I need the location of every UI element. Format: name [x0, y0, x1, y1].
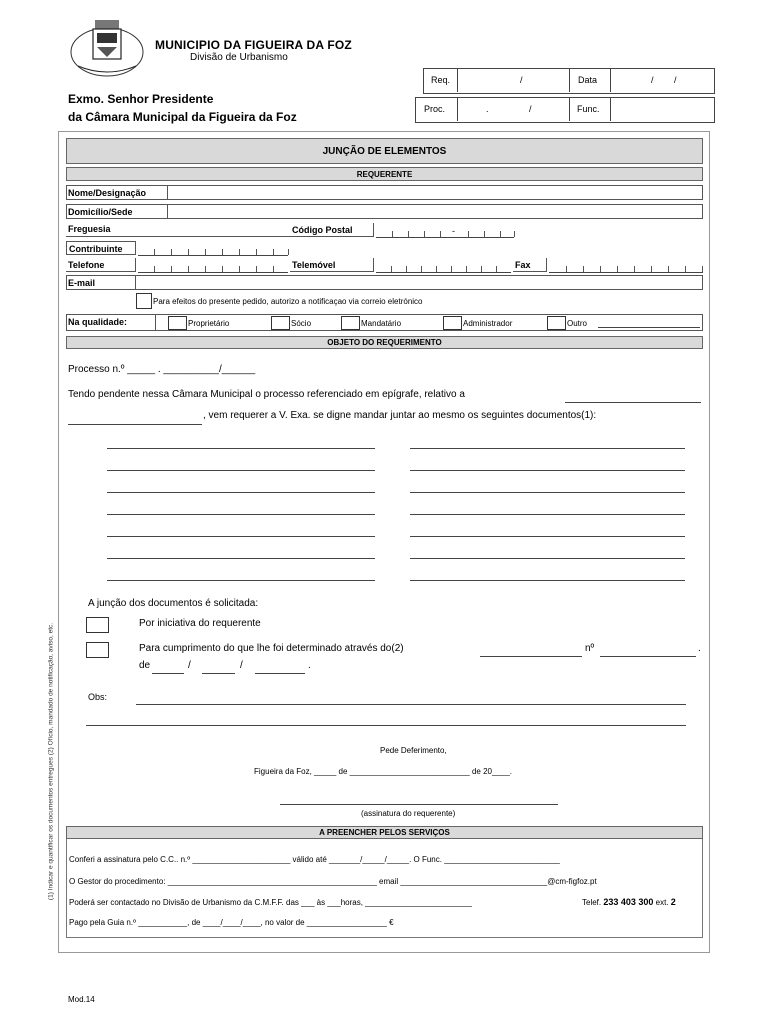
servicos-line2[interactable]: O Gestor do procedimento: _______________________________________________ email _________________________________@cm-figfoz.pt [69, 877, 597, 886]
domicilio-input[interactable] [170, 205, 702, 218]
freguesia-input[interactable] [120, 222, 288, 235]
qualidade-socio-label: Sócio [291, 319, 312, 328]
proc-func-box [415, 97, 715, 123]
signature-line[interactable] [280, 804, 558, 805]
email-input[interactable] [138, 276, 702, 289]
de-month-line[interactable] [202, 673, 235, 674]
n-label: nº [585, 643, 595, 654]
n-line[interactable] [600, 656, 696, 657]
req-label: Req. [431, 75, 451, 85]
qualidade-label: Na qualidade: [66, 315, 156, 330]
codigo-postal-label: Código Postal [290, 223, 374, 237]
ext-label: ext. [655, 898, 669, 907]
servicos-line3[interactable]: Poderá ser contactado no Divisão de Urbanismo da C.M.F.F. das ___ às ___horas, ________________________ [69, 898, 472, 907]
qualidade-mandatario-checkbox[interactable] [341, 316, 360, 330]
nome-label: Nome/Designação [66, 186, 168, 200]
opt-iniciativa-label: Por iniciativa do requerente [139, 618, 261, 629]
telef-label: Telef. [582, 898, 602, 907]
municipal-crest [68, 14, 146, 80]
freguesia-label: Freguesia [68, 224, 111, 234]
data-value[interactable]: / / [651, 75, 677, 85]
qualidade-socio-checkbox[interactable] [271, 316, 290, 330]
de-label: de [139, 660, 151, 671]
telefone-input[interactable] [138, 264, 288, 273]
figueira-date-line[interactable]: Figueira da Foz, _____ de ___________________________ de 20____. [254, 767, 513, 776]
objeto-title: OBJETO DO REQUERIMENTO [66, 336, 703, 349]
de-dot: . [308, 660, 311, 671]
ext-number: 2 [670, 897, 676, 907]
qualidade-proprietario-label: Proprietário [188, 319, 230, 328]
obs-line2[interactable] [86, 725, 686, 726]
contribuinte-input[interactable] [138, 247, 288, 256]
assinatura-label: (assinatura do requerente) [361, 809, 456, 818]
addressee-line1: Exmo. Senhor Presidente [68, 92, 214, 106]
proc-label: Proc. [424, 104, 446, 114]
side-note: (1) Indicar e quantificar os documentos entregues (2) Ofício, mandado de notificação, aviso, etc. [47, 622, 55, 901]
addressee-line2: da Câmara Municipal da Figueira da Foz [68, 110, 297, 124]
contribuinte-label: Contribuinte [66, 241, 136, 255]
atraves-do-line[interactable] [480, 656, 582, 657]
qualidade-outro-label: Outro [567, 319, 588, 328]
email-label: E-mail [66, 276, 136, 290]
autorizo-text: Para efeitos do presente pedido, autorizo a notificaçao via correio eletrónico [153, 297, 423, 306]
qualidade-outro-line[interactable] [598, 327, 700, 328]
nome-input[interactable] [170, 186, 702, 199]
qualidade-administrador-label: Administrador [463, 319, 513, 328]
de-slash2: / [240, 660, 243, 671]
juncao-text: A junção dos documentos é solicitada: [88, 598, 259, 609]
data-label: Data [578, 75, 598, 85]
fax-label: Fax [513, 258, 547, 272]
requerente-title: REQUERENTE [66, 167, 703, 181]
telefone-label: Telefone [66, 258, 136, 272]
pede-deferimento: Pede Deferimento, [380, 746, 447, 755]
freguesia-row-line [66, 236, 290, 237]
requerer-line[interactable] [68, 424, 202, 425]
telef-number: 233 403 300 [603, 897, 654, 907]
func-label: Func. [577, 104, 600, 114]
fax-input[interactable] [549, 264, 703, 273]
req-value[interactable]: / [520, 75, 523, 85]
de-year-line[interactable] [255, 673, 305, 674]
proc-value[interactable]: . / [486, 104, 532, 114]
processo-line[interactable]: Processo n.º _____ . __________/______ [68, 364, 256, 375]
opt-iniciativa-checkbox[interactable] [86, 617, 109, 633]
pendente-text: Tendo pendente nessa Câmara Municipal o processo referenciado em epígrafe, relativo a [68, 389, 465, 400]
relativo-a-line[interactable] [565, 402, 701, 403]
obs-line1[interactable] [136, 704, 686, 705]
qualidade-proprietario-checkbox[interactable] [168, 316, 187, 330]
servicos-telef [582, 897, 676, 907]
municipality-name: MUNICIPIO DA FIGUEIRA DA FOZ [155, 38, 352, 52]
de-day-line[interactable] [152, 673, 184, 674]
servicos-line4[interactable]: Pago pela Guia n.º ___________, de ____/____/____, no valor de __________________ € [69, 918, 394, 927]
model-number: Mod.14 [68, 995, 95, 1004]
n-dot: . [698, 643, 701, 654]
division-name: Divisão de Urbanismo [190, 52, 288, 63]
requerer-text: , vem requerer a V. Exa. se digne mandar juntar ao mesmo os seguintes documentos(1): [203, 410, 597, 421]
opt-cumprimento-checkbox[interactable] [86, 642, 109, 658]
autorizo-checkbox[interactable] [136, 293, 152, 309]
qualidade-mandatario-label: Mandatário [361, 319, 402, 328]
form-title: JUNÇÃO DE ELEMENTOS [66, 138, 703, 164]
codigo-postal-input[interactable] [376, 228, 516, 238]
qualidade-administrador-checkbox[interactable] [443, 316, 462, 330]
qualidade-outro-checkbox[interactable] [547, 316, 566, 330]
telemovel-input[interactable] [376, 264, 511, 273]
servicos-title: A PREENCHER PELOS SERVIÇOS [66, 826, 703, 839]
opt-cumprimento-label: Para cumprimento do que lhe foi determinado através do(2) [139, 643, 404, 654]
de-slash1: / [188, 660, 191, 671]
domicilio-label: Domicílio/Sede [66, 205, 168, 219]
codigo-postal-sep: - [452, 226, 455, 236]
obs-label: Obs: [88, 692, 108, 702]
servicos-line1[interactable]: Conferi a assinatura pelo C.C.. n.º ______________________ válido até _______/_____/_____. O Func. __________________________ [69, 855, 560, 864]
telemovel-label: Telemóvel [290, 258, 374, 272]
